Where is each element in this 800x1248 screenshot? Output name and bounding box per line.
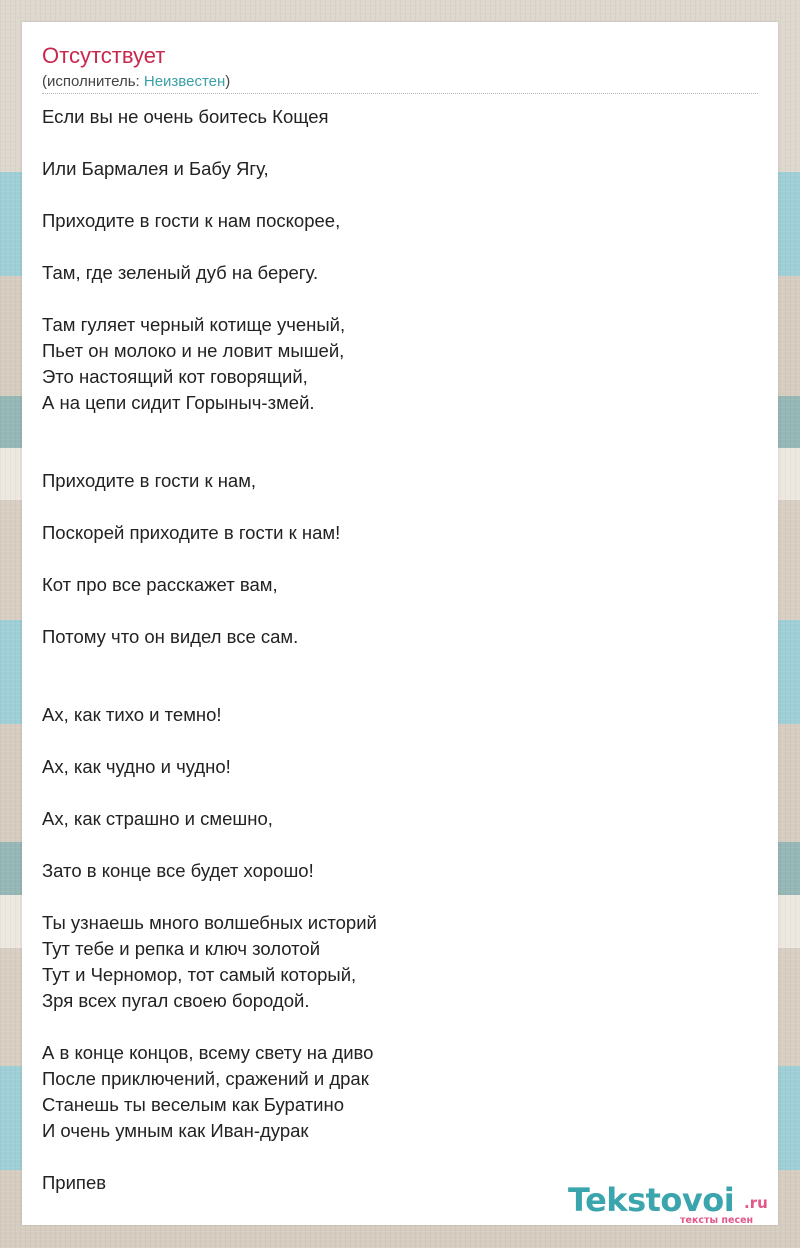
artist-link[interactable]: Неизвестен xyxy=(143,73,226,90)
artist-line xyxy=(42,72,230,92)
lyrics-blank-line xyxy=(42,884,742,910)
lyrics-line: Поскорей приходите в гости к нам! xyxy=(42,522,341,543)
lyrics-blank-line xyxy=(42,546,742,572)
lyrics-line: Приходите в гости к нам поскорее, xyxy=(42,210,341,231)
logo-tagline: тексты песен xyxy=(680,1215,754,1226)
header-divider xyxy=(42,93,758,94)
lyrics-line: Потому что он видел все сам. xyxy=(42,626,299,647)
lyrics-line: Ах, как чудно и чудно! xyxy=(42,756,231,777)
lyrics-line: Тут тебе и репка и ключ золотой xyxy=(42,938,321,959)
lyrics-line: А в конце концов, всему свету на диво xyxy=(42,1042,374,1063)
logo-wordmark: Tekstovoi xyxy=(568,1181,735,1219)
lyrics-line: Ах, как страшно и смешно, xyxy=(42,808,273,829)
lyrics-line: Ах, как тихо и темно! xyxy=(42,704,222,725)
lyrics-line: Это настоящий кот говорящий, xyxy=(42,366,308,387)
lyrics-blank-line xyxy=(42,1144,742,1170)
lyrics-blank-line xyxy=(42,728,742,754)
lyrics-card xyxy=(22,22,778,1225)
lyrics-line: Зря всех пугал своею бородой. xyxy=(42,990,310,1011)
lyrics-text xyxy=(42,104,742,1196)
lyrics-line: Или Бармалея и Бабу Ягу, xyxy=(42,158,269,179)
lyrics-blank-line xyxy=(42,598,742,624)
lyrics-line: Припев xyxy=(42,1172,107,1193)
lyrics-blank-line xyxy=(42,676,742,702)
lyrics-line: А на цепи сидит Горыныч-змей. xyxy=(42,392,315,413)
lyrics-line: Там гуляет черный котище ученый, xyxy=(42,314,346,335)
artist-suffix: ) xyxy=(225,73,231,90)
lyrics-line: Кот про все расскажет вам, xyxy=(42,574,278,595)
lyrics-blank-line xyxy=(42,650,742,676)
lyrics-line: Если вы не очень боитесь Кощея xyxy=(42,106,329,127)
lyrics-line: И очень умным как Иван-дурак xyxy=(42,1120,309,1141)
lyrics-blank-line xyxy=(42,494,742,520)
lyrics-line: Приходите в гости к нам, xyxy=(42,470,257,491)
lyrics-line: Пьет он молоко и не ловит мышей, xyxy=(42,340,345,361)
lyrics-line: Станешь ты веселым как Буратино xyxy=(42,1094,345,1115)
lyrics-line: Зато в конце все будет хорошо! xyxy=(42,860,314,881)
lyrics-blank-line xyxy=(42,832,742,858)
lyrics-line: Там, где зеленый дуб на берегу. xyxy=(42,262,319,283)
site-logo[interactable] xyxy=(568,1181,778,1226)
lyrics-blank-line xyxy=(42,442,742,468)
song-title: Отсутствует xyxy=(42,43,166,68)
lyrics-line: Ты узнаешь много волшебных историй xyxy=(42,912,377,933)
lyrics-blank-line xyxy=(42,130,742,156)
lyrics-blank-line xyxy=(42,182,742,208)
lyrics-line: Тут и Черномор, тот самый который, xyxy=(42,964,357,985)
lyrics-blank-line xyxy=(42,1014,742,1040)
lyrics-blank-line xyxy=(42,416,742,442)
lyrics-blank-line xyxy=(42,286,742,312)
artist-prefix: (исполнитель: xyxy=(42,73,144,90)
lyrics-line: После приключений, сражений и драк xyxy=(42,1068,369,1089)
lyrics-blank-line xyxy=(42,780,742,806)
lyrics-blank-line xyxy=(42,234,742,260)
logo-domain-suffix: .ru xyxy=(744,1194,768,1212)
